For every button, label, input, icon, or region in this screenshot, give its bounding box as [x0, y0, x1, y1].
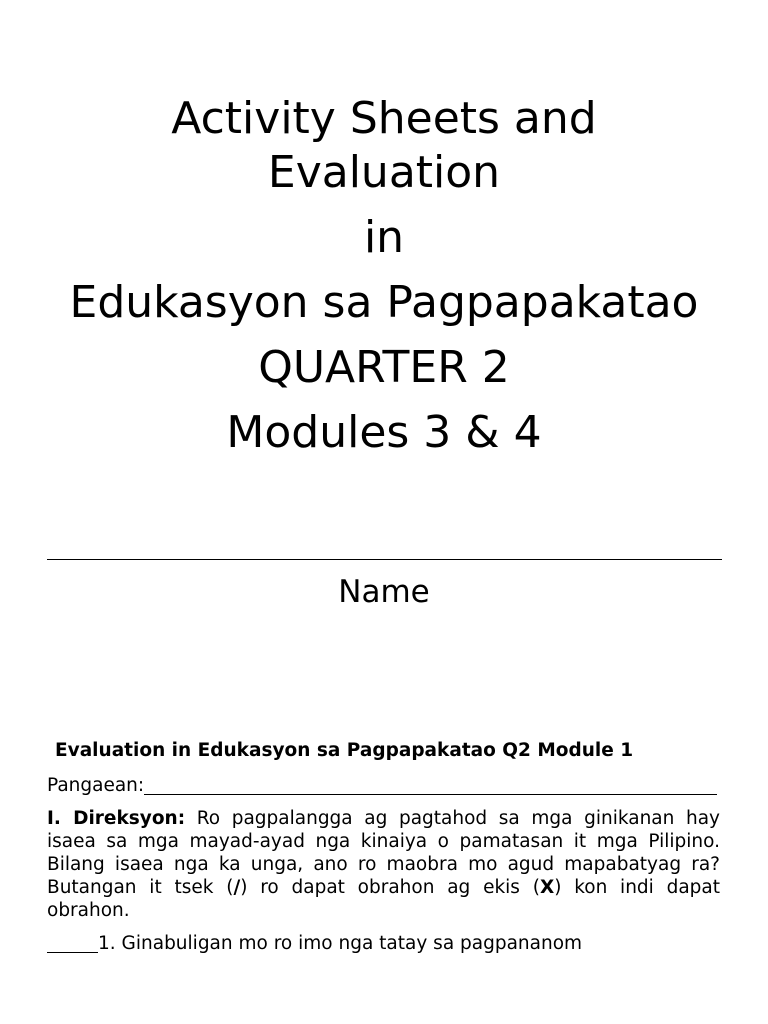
cover-title-line-1: Activity Sheets and [171, 93, 597, 144]
cover-modules: Modules 3 & 4 [226, 407, 542, 458]
answer-blank-line [47, 934, 98, 953]
directions-text-1: Ro pagpalangga ag pagtahod sa mga ginikanan hay isaea sa mga mayad-ayad nga kinaiya o pamatasan it mga Pilipino. Bilang isaea nga ka unga, ano ro maobra mo agud mapabatyag ra? Butangan it tsek ( [47, 808, 720, 898]
pangaean-field [47, 774, 717, 798]
directions-label: I. Direksyon: [47, 808, 186, 829]
x-mark-symbol: X [539, 877, 555, 898]
question-text: 1. Ginabuligan mo ro imo nga tatay sa pagpananom [98, 933, 583, 954]
check-mark-symbol: / [233, 877, 241, 898]
pangaean-blank-line [144, 776, 717, 795]
pangaean-label: Pangaean: [47, 775, 145, 796]
cover-title [0, 92, 768, 460]
cover-subject: Edukasyon sa Pagpapakatao [69, 277, 699, 328]
evaluation-title: Evaluation in Edukasyon sa Pagpapakatao Q2 Module 1 [55, 740, 634, 761]
directions-paragraph [47, 807, 720, 922]
directions-text-3: ) kon indi dapat obrahon. [47, 877, 720, 921]
name-label: Name [338, 574, 430, 610]
directions-text-2: ) ro dapat obrahon ag ekis ( [240, 877, 540, 898]
name-signature-line [47, 559, 722, 560]
question-item [47, 932, 737, 956]
cover-title-line-2: Evaluation [267, 147, 501, 198]
cover-quarter: QUARTER 2 [258, 342, 510, 393]
cover-title-line-3: in [363, 212, 405, 263]
